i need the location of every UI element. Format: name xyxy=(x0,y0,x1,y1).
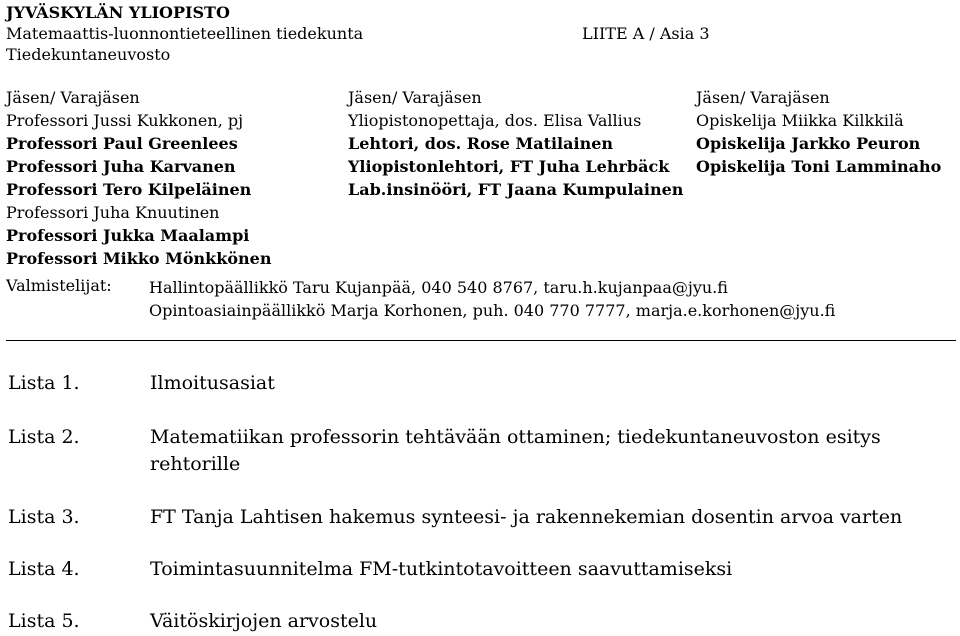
agenda-item-text: Ilmoitusasiat xyxy=(150,372,275,394)
agenda-item-number: Lista 4. xyxy=(8,558,80,580)
member-column-heading: Jäsen/ Varajäsen xyxy=(6,88,140,107)
deputy-row: Lehtori, dos. Rose Matilainen xyxy=(348,134,614,153)
member-row: Professori Jussi Kukkonen, pj xyxy=(6,111,244,130)
agenda-item-number: Lista 5. xyxy=(8,610,80,632)
deputy-row: Professori Tero Kilpeläinen xyxy=(6,180,252,199)
agenda-item-text: Väitöskirjojen arvostelu xyxy=(150,610,378,632)
preparers-label: Valmistelijat: xyxy=(6,276,112,295)
deputy-row: Professori Jukka Maalampi xyxy=(6,226,250,245)
faculty-name: Matemaattis-luonnontieteellinen tiedekunta xyxy=(6,24,364,43)
agenda-item-number: Lista 2. xyxy=(8,426,80,448)
agenda-item-number: Lista 3. xyxy=(8,506,80,528)
agenda-item-text: Matematiikan professorin tehtävään ottaminen; tiedekuntaneuvoston esitys rehtorille xyxy=(150,426,881,475)
agenda-item-text: FT Tanja Lahtisen hakemus synteesi- ja rakennekemian dosentin arvoa varten xyxy=(150,506,903,528)
deputy-row: Yliopistonlehtori, FT Juha Lehrbäck xyxy=(348,157,670,176)
agenda-item-text: Toimintasuunnitelma FM-tutkintotavoitteen saavuttamiseksi xyxy=(150,558,733,580)
member-column-professors xyxy=(6,86,271,270)
member-column-heading: Jäsen/ Varajäsen xyxy=(348,88,482,107)
member-row: Opiskelija Miikka Kilkkilä xyxy=(696,111,904,130)
member-column-students xyxy=(696,86,941,178)
member-row: Yliopistonopettaja, dos. Elisa Vallius xyxy=(348,111,642,130)
preparer-line: Opintoasiainpäällikkö Marja Korhonen, puh. 040 770 7777, marja.e.korhonen@jyu.fi xyxy=(149,301,836,320)
preparer-line: Hallintopäällikkö Taru Kujanpää, 040 540 8767, taru.h.kujanpaa@jyu.fi xyxy=(149,278,728,297)
member-list xyxy=(0,86,960,266)
member-column-staff xyxy=(348,86,683,201)
university-name: JYVÄSKYLÄN YLIOPISTO xyxy=(6,3,230,22)
deputy-row: Opiskelija Jarkko Peuron xyxy=(696,134,921,153)
attachment-label: LIITE A / Asia 3 xyxy=(582,24,710,43)
member-row: Professori Juha Knuutinen xyxy=(6,203,220,222)
deputy-row: Lab.insinööri, FT Jaana Kumpulainen xyxy=(348,180,684,199)
document-header xyxy=(6,2,710,65)
deputy-row: Professori Mikko Mönkkönen xyxy=(6,249,272,268)
member-column-heading: Jäsen/ Varajäsen xyxy=(696,88,830,107)
deputy-row: Professori Juha Karvanen xyxy=(6,157,236,176)
preparers-list xyxy=(149,276,835,322)
council-name: Tiedekuntaneuvosto xyxy=(6,45,171,64)
deputy-row: Opiskelija Toni Lamminaho xyxy=(696,157,942,176)
agenda-item-number: Lista 1. xyxy=(8,372,80,394)
horizontal-divider xyxy=(6,340,956,341)
deputy-row: Professori Paul Greenlees xyxy=(6,134,238,153)
